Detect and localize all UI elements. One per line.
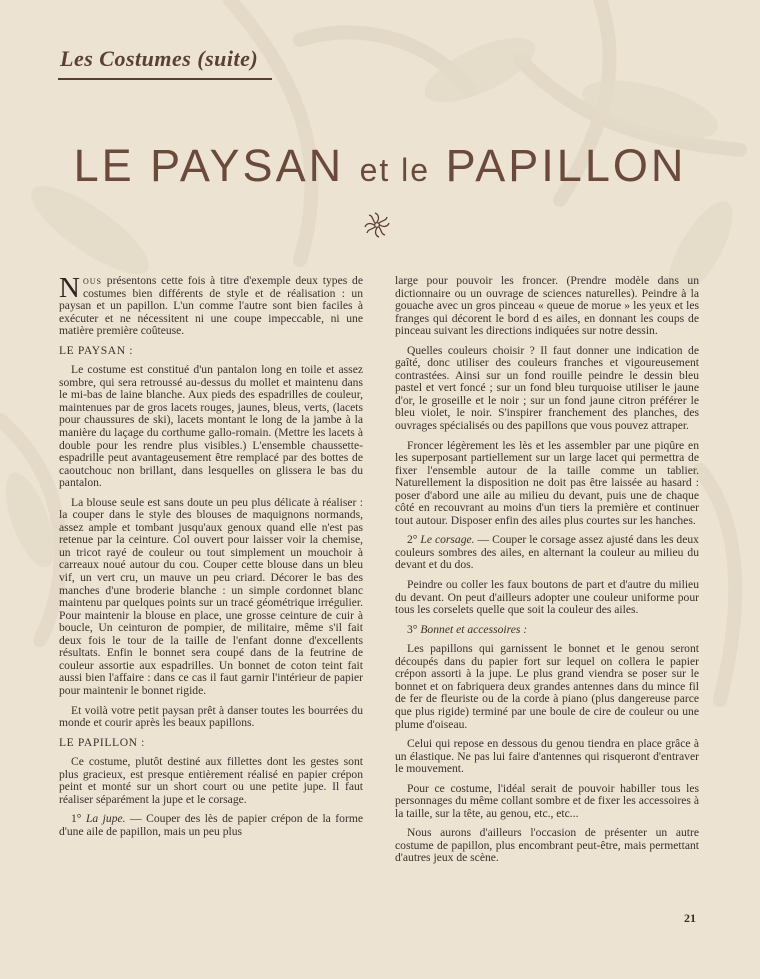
item-number: 2° — [407, 533, 421, 547]
drop-cap: N — [59, 272, 80, 304]
item-number: 1° — [71, 812, 86, 826]
page-number: 21 — [684, 911, 696, 925]
item-label: La jupe. — [85, 812, 126, 826]
item-number: 3° — [407, 622, 421, 636]
body-paragraph: Pour ce costume, l'idéal serait de pouvoir habiller tous les personnages du même collant sombre et de fixer les accessoires à la taille, sur la tête, au genou, etc., etc... — [395, 781, 699, 820]
body-paragraph — [395, 624, 699, 637]
title-word-paysan: LE PAYSAN — [73, 140, 345, 191]
body-paragraph: Celui qui repose en dessous du genou tiendra en place grâce à un élastique. Ne pas lui faire d'antennes qui risqueront d'entraver le mouvement. — [395, 737, 699, 776]
body-paragraph: Et voilà votre petit paysan prêt à danser toutes les bourrées du monde et courir après les beaux papillons. — [59, 703, 363, 730]
body-paragraph: Peindre ou coller les faux boutons de part et d'autre du milieu du devant. On peut d'ailleurs adopter une couleur uniforme pour tous les corselets quelle que soit la couleur des ailes. — [395, 578, 699, 617]
right-column-body — [395, 275, 699, 865]
intro-text: présentons cette fois à titre d'exemple deux types de costumes bien différents de style et de réalisation : un paysan et un papillon. L'un comme l'autre sont bien faciles à exécuter et ne nécessitent ni une coupe impeccable, ni une matière première coûteuse. — [59, 274, 363, 338]
body-paragraph: Quelles couleurs choisir ? Il faut donner une indication de gaîté, donc utiliser des couleurs franches et vigoureusement contrastées. Ainsi sur un fond rouille peindre le dessin bleu pastel et vert foncé ; sur un fond bleu turquoise utiliser le jaune d'or, le groseille et le noir ; sur un fond jaune citron préférer le bleu violet, le noir. S'inspirer franchement des planches, des ouvrages spécialisés ou des papillons que vous pouvez attraper. — [395, 343, 699, 433]
flower-ornament-icon — [363, 211, 391, 239]
intro-lead-word: ous — [82, 274, 102, 287]
article-title — [0, 140, 760, 192]
body-paragraph — [395, 534, 699, 572]
article-column-right — [395, 275, 699, 872]
body-paragraph: Froncer légèrement les lès et les assembler par une piqûre en les superposant partiellement sur un large lacet qui permettra de fixer l'ensemble autour de la taille comme un tablier. Naturellement la disposition ne doit pas être laissée au hasard : poser d'abord une aile au milieu du devant, puis une de chaque côté en recouvrant au moins d'un tiers la première et continuer tout autour. Disposer enfin des ailes plus courtes sur les hanches. — [395, 438, 699, 527]
article-column-left — [59, 272, 363, 845]
title-word-et-le: et le — [359, 152, 431, 188]
body-paragraph: large pour pouvoir les froncer. (Prendre modèle dans un dictionnaire ou un ouvrage de sciences naturelles). Peindre à la gouache avec un gros pinceau « queue de morue » les yeux et les franges qui décorent le bord d es ailes, en donnant les coups de pinceau suivant les directions indiquées sur notre dessin. — [395, 274, 699, 338]
intro-paragraph — [59, 272, 363, 338]
body-paragraph: Le costume est constitué d'un pantalon long en toile et assez sombre, qui sera retroussé au-dessus du mollet et maintenu dans le mi-bas de laine blanche. Aux pieds des espadrilles de couleur, maintenues par de gros lacets rouges, jaunes, bleus, verts, (lacets pour chaussures de ski), lacets montant le long de la jambe à la manière du laçage du corthume gallo-romain. (Mettre les lacets à double pour les rendre plus visibles.) L'ensemble chaussette-espadrille peut avantageusement être remplacé par des bottes de caoutchouc non brillant, dans lesquelles on glissera le bas du pantalon. — [59, 363, 363, 490]
body-paragraph — [59, 813, 363, 838]
body-paragraph: La blouse seule est sans doute un peu plus délicate à réaliser : la couper dans le style des blouses de maquignons normands, assez ample et tombant jusqu'aux genoux quand elle n'est pas retenue par la ceinture. Col ouvert pour laisser voir la chemise, un tricot rayé de couleur ou tout simplement un mouchoir à carreaux noué autour du cou. Couper cette blouse dans un bleu vif, un vert cru, un mauve un peu criard. Décorer le bas des manches d'une broderie blanche : un simple cordonnet blanc maintenu par quelques points sur un tracé géométrique irrégulier. Pour maintenir la blouse en place, une grosse ceinture de cuir à boucle, Un ceinturon de pompier, de militaire, même s'il fait deux fois le tour de la taille de l'enfant donne d'excellents résultats. Enfin le bonnet sera coupé dans de la feutrine de couleur assortie aux espadrilles. Un bonnet de coton teint fait aussi bien l'affaire : dans ce cas il faut garnir l'intérieur de papier pour maintenir le bonnet rigide. — [59, 495, 363, 697]
item-label: Bonnet et accessoires : — [420, 622, 528, 636]
subsection-heading: LE PAPILLON : — [59, 735, 145, 749]
left-column-body — [59, 345, 363, 839]
item-label: Le corsage. — [420, 533, 475, 547]
section-label: Les Costumes (suite) — [60, 46, 259, 71]
title-word-papillon: PAPILLON — [445, 140, 687, 191]
body-paragraph: Ce costume, plutôt destiné aux fillettes dont les gestes sont plus gracieux, est presque entièrement réalisé en papier crépon peint et monté sur un short court ou une petite jupe. Il faut réaliser séparément la jupe et le corsage. — [59, 755, 363, 806]
subsection-heading: LE PAYSAN : — [59, 343, 134, 357]
body-paragraph: Les papillons qui garnissent le bonnet et le genou seront découpés dans du papier fort sur lequel on collera le papier crépon assorti à la jupe. Le plus grand viendra se poser sur le bonnet et on fabriquera deux grandes antennes dans du mince fil de fer de fleuriste ou de la corde à piano (plus dangereuse parce que plus rigide) terminé par une boule de cire de couleur ou une plume d'oiseau. — [395, 642, 699, 731]
section-underline — [58, 78, 272, 80]
body-paragraph: Nous aurons d'ailleurs l'occasion de présenter un autre costume de papillon, plus encombrant peut-être, mais permettant d'autres jeux de scène. — [395, 826, 699, 865]
item-text: — Couper le corsage assez ajusté dans les deux couleurs sombres des ailes, en alternant la couleur au milieu du devant et du dos. — [395, 533, 699, 572]
item-text: — Couper des lès de papier crépon de la forme d'une aile de papillon, mais un peu plus — [59, 812, 363, 838]
